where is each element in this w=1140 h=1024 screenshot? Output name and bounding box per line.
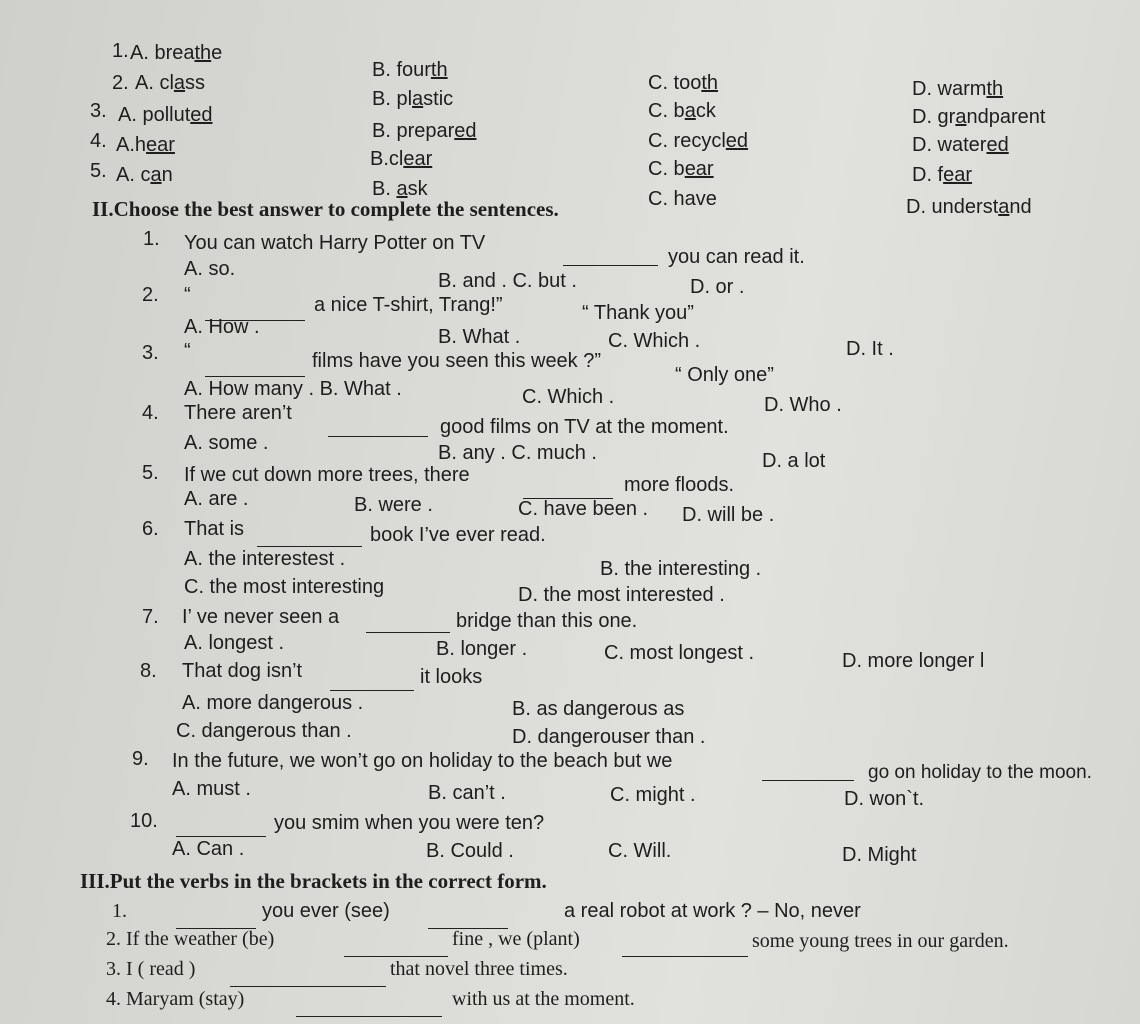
option-a: A. polluted <box>118 104 213 126</box>
question-stem: it looks <box>420 666 483 688</box>
question-stem: If we cut down more trees, there <box>184 464 470 486</box>
answer-blank[interactable] <box>428 914 508 929</box>
option-a: A. must . <box>172 778 251 800</box>
option-d: D. understand <box>906 196 1032 218</box>
option-c: C. have <box>648 188 717 210</box>
question-number: 8. <box>140 660 157 682</box>
option-a: A. more dangerous . <box>182 692 364 714</box>
question-number: 1. <box>143 228 160 250</box>
option-c: C. might . <box>610 784 696 806</box>
option-b: B. ask <box>372 178 428 200</box>
question-stem: bridge than this one. <box>456 610 638 632</box>
question-stem: In the future, we won’t go on holiday to the beach but we <box>172 750 673 772</box>
exercise-text: that novel three times. <box>390 958 568 980</box>
option-b: B. fourth <box>372 59 448 81</box>
option-d: D. grandparent <box>912 106 1046 128</box>
question-stem: go on holiday to the moon. <box>868 762 1092 783</box>
answer-blank[interactable] <box>205 362 305 377</box>
option-c: C. Will. <box>608 840 672 862</box>
question-stem: you smim when you were ten? <box>274 812 545 834</box>
option-d: D. It . <box>846 338 894 360</box>
option-d: D. Might <box>842 844 917 866</box>
exercise-text: 4. Maryam (stay) <box>106 988 245 1010</box>
question-number: 4. <box>142 402 159 424</box>
answer-blank[interactable] <box>563 251 658 266</box>
row-number: 2. <box>112 72 129 94</box>
section-heading: II.Choose the best answer to complete the sentences. <box>92 197 559 221</box>
option-d: D. or . <box>690 276 745 298</box>
answer-blank[interactable] <box>622 942 748 957</box>
option-b: B. were . <box>354 494 433 516</box>
exercise-text: fine , we (plant) <box>452 928 580 950</box>
question-stem: more floods. <box>624 474 735 496</box>
option-d: D. a lot <box>762 450 826 472</box>
option-c: C. dangerous than . <box>176 720 352 742</box>
question-number: 2. <box>142 284 159 306</box>
question-number: 5. <box>142 462 159 484</box>
question-stem: films have you seen this week ?” <box>312 350 602 372</box>
option-a: A. Can . <box>172 838 245 860</box>
option-c: C. back <box>648 100 716 122</box>
option-a-b: A. How many . B. What . <box>184 378 402 400</box>
question-stem: That dog isn’t <box>182 660 303 682</box>
exercise-text: with us at the moment. <box>452 988 635 1010</box>
answer-blank[interactable] <box>230 972 386 987</box>
option-c: C. Which . <box>522 386 615 408</box>
question-response: “ Thank you” <box>582 302 694 324</box>
option-b-c: B. and . C. but . <box>438 270 577 292</box>
option-a: A. can <box>116 164 173 186</box>
option-a: A. longest . <box>184 632 285 654</box>
option-c: C. Which . <box>608 330 701 352</box>
question-number: 6. <box>142 518 159 540</box>
exercise-text: some young trees in our garden. <box>752 930 1009 952</box>
answer-blank[interactable] <box>257 532 362 547</box>
row-number: 5. <box>90 160 107 182</box>
exercise-number: 1. <box>112 900 127 922</box>
question-number: 9. <box>132 748 149 770</box>
option-a: A. are . <box>184 488 249 510</box>
section-heading: III.Put the verbs in the brackets in the correct form. <box>80 869 547 893</box>
option-d: D. won`t. <box>844 788 925 810</box>
answer-blank[interactable] <box>328 422 428 437</box>
option-a: A. the interestest . <box>184 548 346 570</box>
exercise-text: 2. If the weather (be) <box>106 928 275 950</box>
question-stem: you can read it. <box>668 246 805 268</box>
option-d: D. the most interested . <box>518 584 725 606</box>
option-a: A. some . <box>184 432 269 454</box>
row-number: 3. <box>90 100 107 122</box>
option-c: C. the most interesting <box>184 576 385 598</box>
option-b: B. prepared <box>372 120 477 142</box>
option-a: A.hear <box>116 134 175 156</box>
option-b: B. Could . <box>426 840 514 862</box>
option-b-c: B. any . C. much . <box>438 442 597 464</box>
option-b: B. What . <box>438 326 521 348</box>
row-number: 1. <box>112 40 129 62</box>
question-stem: You can watch Harry Potter on TV <box>184 232 486 254</box>
answer-blank[interactable] <box>176 822 266 837</box>
answer-blank[interactable] <box>296 1002 442 1017</box>
question-number: 10. <box>130 810 158 832</box>
option-d: D. warmth <box>912 78 1004 100</box>
answer-blank[interactable] <box>176 914 256 929</box>
option-c: C. bear <box>648 158 714 180</box>
option-b: B. the interesting . <box>600 558 762 580</box>
option-b: B.clear <box>370 148 433 170</box>
option-b: B. can’t . <box>428 782 506 804</box>
question-number: 7. <box>142 606 159 628</box>
row-number: 4. <box>90 130 107 152</box>
answer-blank[interactable] <box>344 942 448 957</box>
option-a: A. How . <box>184 316 260 338</box>
question-stem: There aren’t <box>184 402 292 424</box>
option-c: C. tooth <box>648 72 719 94</box>
exercise-text: you ever (see) <box>262 900 390 922</box>
question-stem: a nice T-shirt, Trang!” <box>314 294 503 316</box>
option-d: D. will be . <box>682 504 775 526</box>
question-number: 3. <box>142 342 159 364</box>
answer-blank[interactable] <box>523 484 613 499</box>
option-a: A. breathe <box>130 42 223 64</box>
open-quote: “ <box>184 284 191 306</box>
option-b: B. plastic <box>372 88 454 110</box>
question-stem: book I’ve ever read. <box>370 524 546 546</box>
open-quote: “ <box>184 340 191 362</box>
option-c: C. most longest . <box>604 642 755 664</box>
question-response: “ Only one” <box>675 364 774 386</box>
option-c: C. recycled <box>648 130 749 152</box>
option-b: B. as dangerous as <box>512 698 685 720</box>
option-d: D. fear <box>912 164 973 186</box>
option-c: C. have been . <box>518 498 649 520</box>
exercise-text: a real robot at work ? – No, never <box>564 900 861 922</box>
question-stem: That is <box>184 518 245 540</box>
answer-blank[interactable] <box>762 766 854 781</box>
option-d: D. more longer l <box>842 650 985 672</box>
option-a: A. class <box>135 72 206 94</box>
answer-blank[interactable] <box>366 618 450 633</box>
exercise-text: 3. I ( read ) <box>106 958 196 980</box>
option-b: B. longer . <box>436 638 528 660</box>
question-stem: good films on TV at the moment. <box>440 416 729 438</box>
option-d: D. watered <box>912 134 1009 156</box>
option-a: A. so. <box>184 258 236 280</box>
option-d: D. Who . <box>764 394 842 416</box>
answer-blank[interactable] <box>330 676 414 691</box>
option-d: D. dangerouser than . <box>512 726 706 748</box>
question-stem: I’ ve never seen a <box>182 606 340 628</box>
